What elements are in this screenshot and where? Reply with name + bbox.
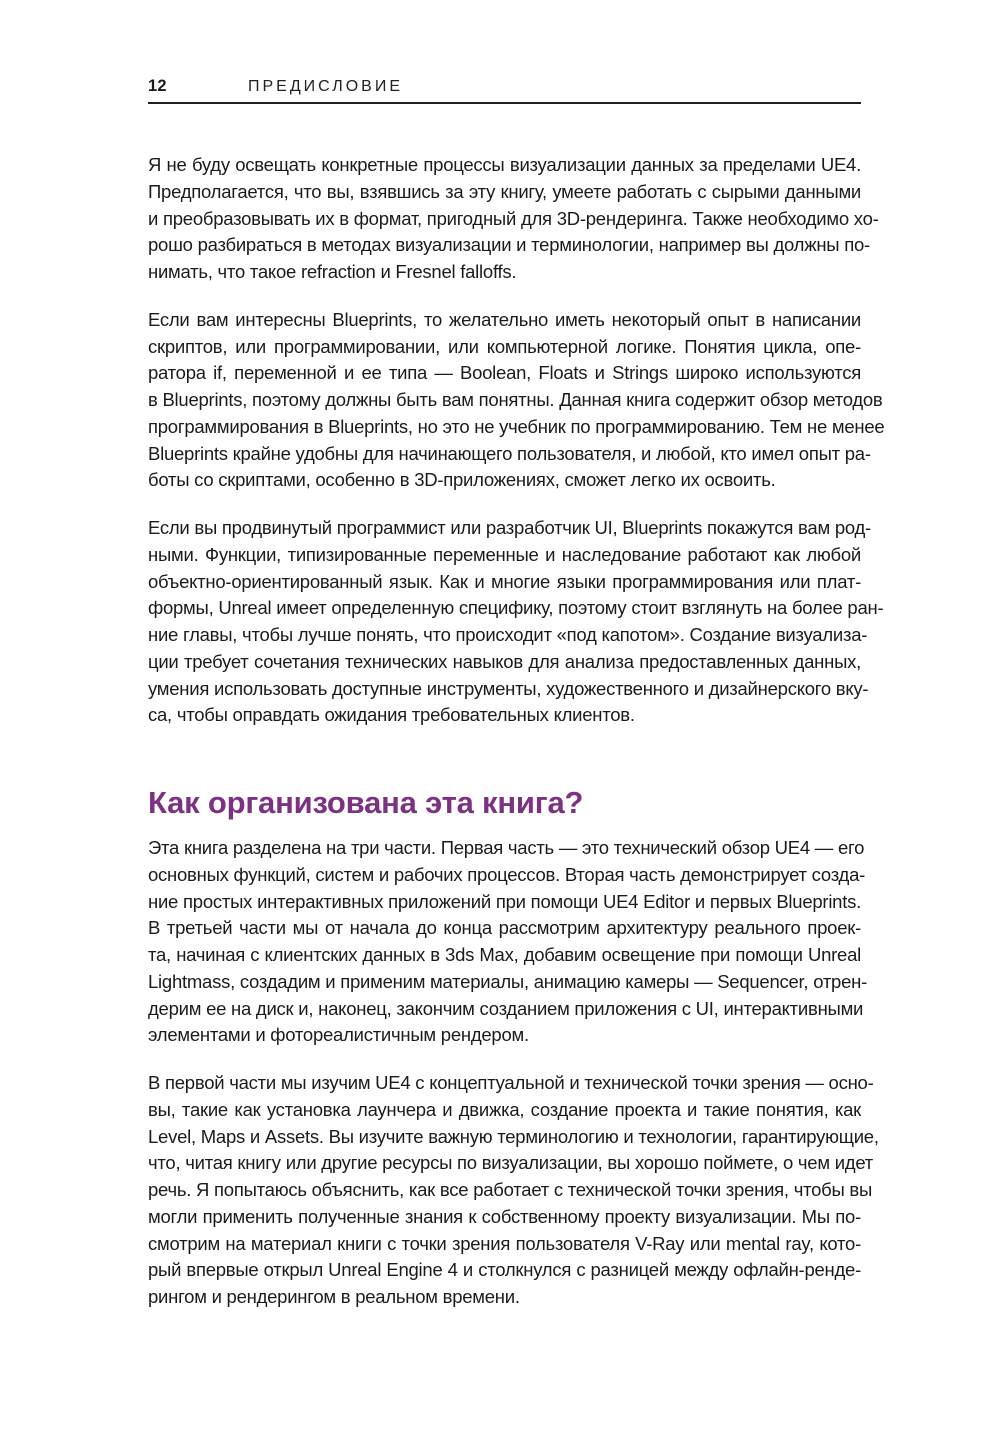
- page-header: [148, 77, 861, 96]
- paragraph: [148, 835, 868, 1049]
- text-line: Я не буду освещать конкретные процессы визуализации данных за пределами UE4.: [148, 154, 861, 175]
- header-rule: [148, 102, 861, 104]
- text-line: и преобразовывать их в формат, пригодный для 3D-рендеринга. Также необходимо хо-: [148, 207, 879, 229]
- page-number: 12: [148, 77, 167, 95]
- text-line: скриптов, или программировании, или компьютерной логике. Понятия цикла, опе-: [148, 335, 861, 357]
- text-line: са, чтобы оправдать ожидания требовательных клиентов.: [148, 704, 635, 726]
- text-line: основных функций, систем и рабочих процессов. Вторая часть демонстрирует созда-: [148, 863, 866, 885]
- text-line: нимать, что такое refraction и Fresnel falloffs.: [148, 261, 517, 282]
- text-line: что, читая книгу или другие ресурсы по визуализации, вы хорошо поймете, о чем идет: [148, 1152, 873, 1174]
- text-line: могли применить полученные знания к собственному проекту визуализации. Мы по-: [148, 1205, 861, 1227]
- text-line: Если вам интересны Blueprints, то желательно иметь некоторый опыт в написании: [148, 308, 861, 330]
- paragraph: [148, 1070, 879, 1311]
- text-line: умения использовать доступные инструменты, художественного и дизайнерского вку-: [148, 677, 869, 699]
- body-text-column: [148, 152, 885, 1332]
- text-line: боты со скриптами, особенно в 3D-приложениях, сможет легко их освоить.: [148, 469, 776, 491]
- text-line: объектно-ориентированный язык. Как и многие языки программирования или плат-: [148, 570, 861, 592]
- text-line: ние простых интерактивных приложений при помощи UE4 Editor и первых Blueprints.: [148, 890, 861, 912]
- text-line: Предполагается, что вы, взявшись за эту книгу, умеете работать с сырыми данными: [148, 180, 861, 202]
- text-line: В третьей части мы от начала до конца рассмотрим архитектуру реального проек-: [148, 917, 861, 939]
- text-line: Blueprints крайне удобны для начинающего пользователя, и любой, кто имел опыт ра-: [148, 442, 871, 464]
- text-line: ратора if, переменной и ее типа — Boolean, Floats и Strings широко используются: [148, 362, 861, 384]
- text-line: рошо разбираться в методах визуализации и терминологии, например вы должны по-: [148, 234, 870, 256]
- intro-section: [148, 152, 885, 729]
- text-line: формы, Unreal имеет определенную специфику, поэтому стоит взглянуть на более ран-: [148, 597, 884, 619]
- text-line: дерим ее на диск и, наконец, закончим созданием приложения с UI, интерактивными: [148, 997, 864, 1019]
- section-heading: Как организована эта книга?: [148, 785, 584, 820]
- text-line: ными. Функции, типизированные переменные и наследование работают как любой: [148, 543, 861, 565]
- text-line: элементами и фотореалистичным рендером.: [148, 1024, 529, 1046]
- text-line: та, начиная с клиентских данных в 3ds Max, добавим освещение при помощи Unreal: [148, 944, 861, 965]
- text-line: программирования в Blueprints, но это не учебник по программированию. Тем не менее: [148, 415, 885, 437]
- text-line: смотрим на материал книги с точки зрения пользователя V-Ray или mental ray, кото-: [148, 1232, 861, 1254]
- running-head: ПРЕДИСЛОВИЕ: [248, 78, 403, 95]
- paragraph: [148, 307, 885, 494]
- text-line: Lightmass, создадим и применим материалы, анимацию камеры — Sequencer, отрен-: [148, 970, 868, 992]
- text-line: ние главы, чтобы лучше понять, что происходит «под капотом». Создание визуализа-: [148, 624, 868, 645]
- text-line: В первой части мы изучим UE4 с концептуальной и технической точки зрения — осно-: [148, 1072, 874, 1093]
- text-line: Если вы продвинутый программист или разработчик UI, Blueprints покажутся вам род-: [148, 517, 871, 538]
- text-line: рингом и рендерингом в реальном времени.: [148, 1286, 520, 1307]
- section-body: [148, 835, 879, 1311]
- text-line: рый впервые открыл Unreal Engine 4 и столкнулся с разницей между офлайн-ренде-: [148, 1259, 861, 1281]
- text-line: речь. Я попытаюсь объяснить, как все работает с технической точки зрения, чтобы вы: [148, 1179, 873, 1200]
- text-line: в Blueprints, поэтому должны быть вам понятны. Данная книга содержит обзор методов: [148, 389, 883, 410]
- text-line: Level, Maps и Assets. Вы изучите важную терминологию и технологии, гарантирующие,: [148, 1125, 879, 1147]
- paragraph: [148, 152, 879, 286]
- paragraph: [148, 515, 884, 729]
- text-line: ции требует сочетания технических навыков для анализа предоставленных данных,: [148, 650, 861, 672]
- text-line: Эта книга разделена на три части. Первая часть — это технический обзор UE4 — его: [148, 837, 865, 858]
- text-line: вы, такие как установка лаунчера и движка, создание проекта и такие понятия, как: [148, 1098, 861, 1120]
